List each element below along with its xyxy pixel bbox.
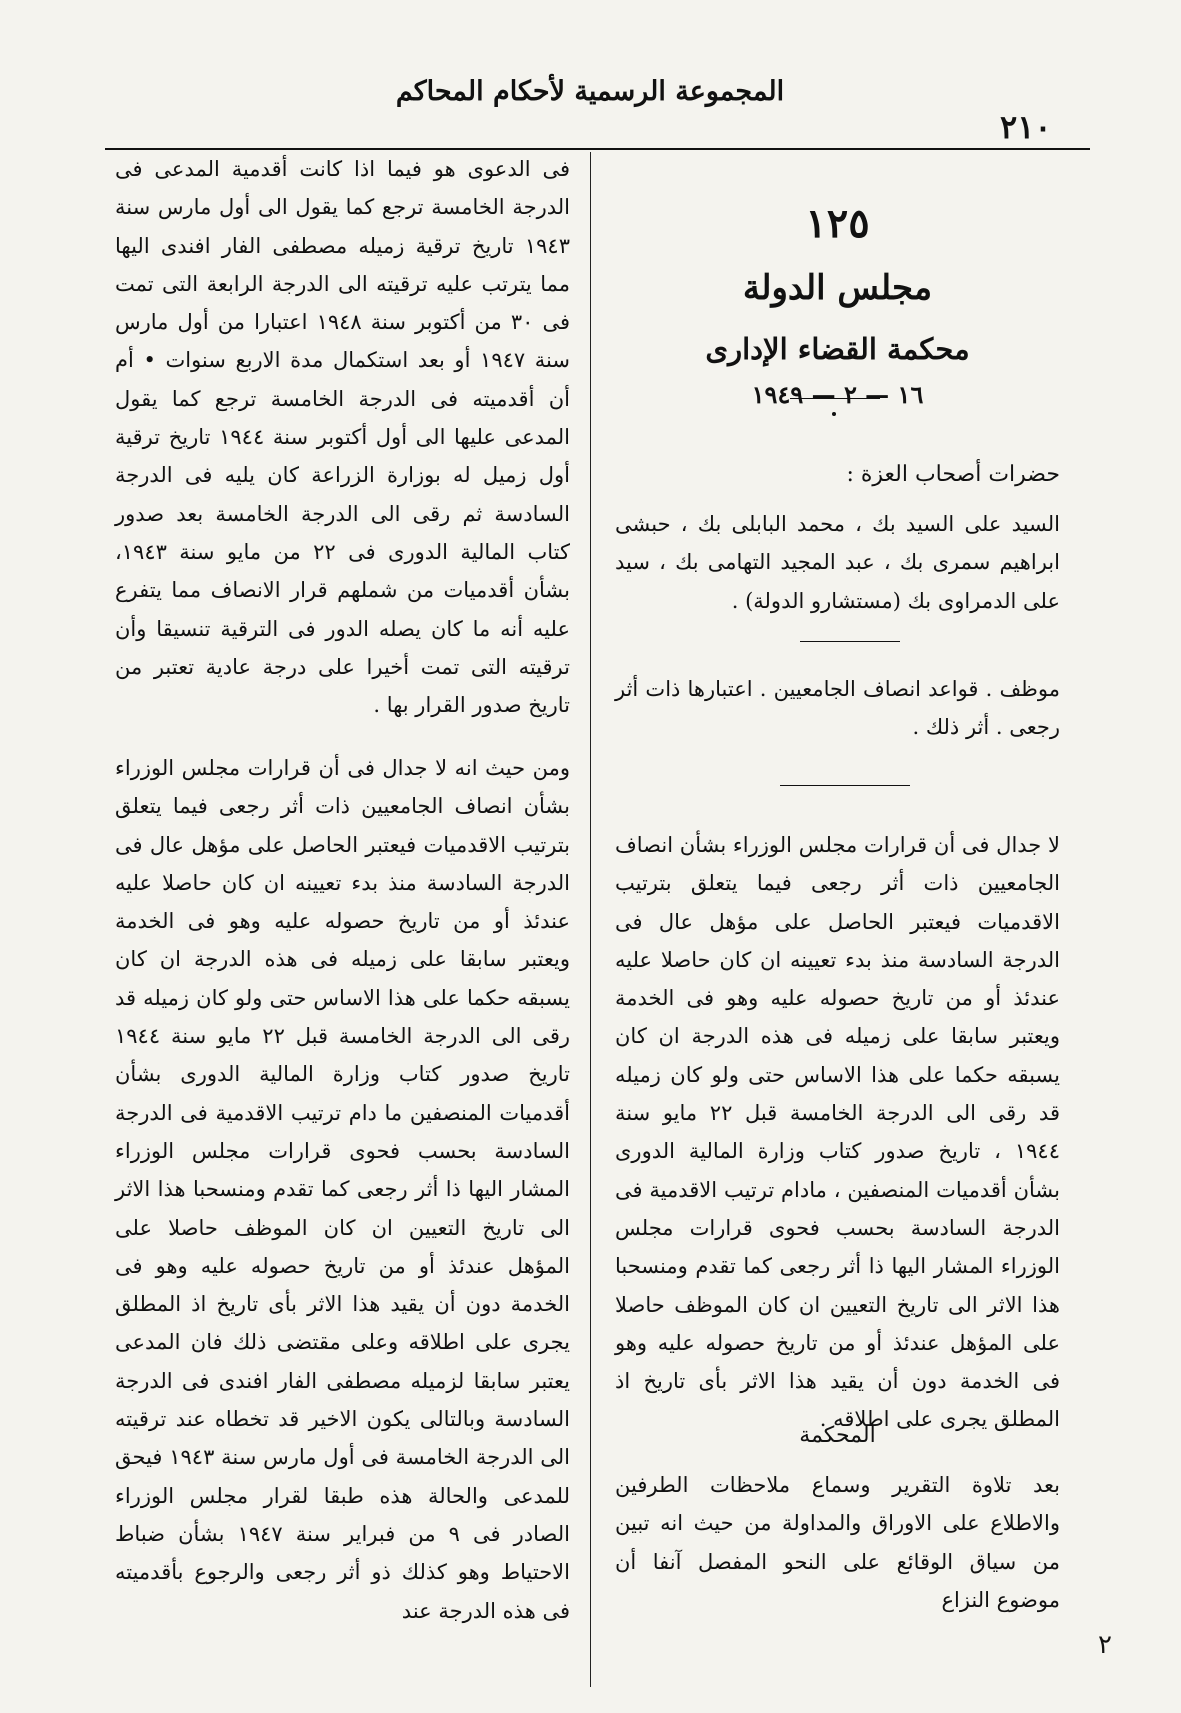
legal-principle-text: لا جدال فى أن قرارات مجلس الوزراء بشأن انصاف الجامعيين ذات أثر رجعى فيما يتعلق بترتيب الاقدميات فيعتبر الحاصل على مؤهل عال فى الدرجة السادسة منذ بدء تعيينه ان كان حاصلا عليه عندئذ أو من تاريخ حصوله عليه وهو فى الخدمة ويعتبر سابقا على زميله فى هذه الدرجة ان كان يسبقه حكما على هذا الاساس حتى ولو كان زميله قد رقى الى الدرجة الخامسة قبل ٢٢ مايو سنة ١٩٤٤ ، تاريخ صدور كتاب وزارة المالية الدورى بشأن أقدميات المنصفين ، مادام ترتيب الاقدمية فى الدرجة السادسة بحسب فحوى قرارات مجلس الوزراء المشار اليها ذا أثر رجعى كما تقدم ومنسحبا هذا الاثر الى تاريخ التعيين ان كان الموظف حاصلا على المؤهل عندئذ أو من تاريخ حصوله عليه وهو فى الخدمة دون أن يقيد هذا الاثر بأى تاريخ اذ المطلق يجرى على اطلاقه . bbox=[615, 833, 1060, 1432]
ruling-number: ١٢٥ bbox=[805, 200, 870, 247]
date-underline bbox=[790, 398, 880, 399]
legal-principle bbox=[615, 826, 1060, 1439]
left-column-paragraph-1 bbox=[115, 150, 570, 724]
page-number: ٢١٠ bbox=[1000, 108, 1052, 146]
left-column-paragraph-2 bbox=[115, 749, 570, 1630]
court-reasoning bbox=[615, 1466, 1060, 1619]
section-rule bbox=[780, 785, 910, 786]
justices-heading: حضرات أصحاب العزة : bbox=[846, 462, 1060, 487]
court-reasoning-text: بعد تلاوة التقرير وسماع ملاحظات الطرفين والاطلاع على الاوراق والمداولة من حيث انه تبين من سياق الوقائع على النحو المفصل آنفا أن موضوع النزاع bbox=[615, 1473, 1060, 1612]
paragraph-text: ومن حيث انه لا جدال فى أن قرارات مجلس الوزراء بشأن انصاف الجامعيين ذات أثر رجعى فيما يتعلق بترتيب الاقدميات فيعتبر الحاصل على مؤهل عال فى الدرجة السادسة منذ بدء تعيينه ان كان حاصلا عليه عندئذ أو من تاريخ حصوله عليه وهو فى الخدمة ويعتبر سابقا على زميله فى هذه الدرجة ان كان يسبقه حكما على هذا الاساس حتى ولو كان زميله قد رقى الى الدرجة الخامسة قبل ٢٢ مايو سنة ١٩٤٤ تاريخ صدور كتاب وزارة المالية الدورى بشأن أقدميات المنصفين ما دام ترتيب الاقدمية فى الدرجة السادسة بحسب فحوى قرارات مجلس الوزراء المشار اليها ذا أثر رجعى كما تقدم ومنسحبا هذا الاثر الى تاريخ التعيين ان كان الموظف حاصلا على المؤهل عندئذ أو من تاريخ حصوله عليه وهو فى الخدمة دون أن يقيد هذا الاثر بأى تاريخ اذ المطلق يجرى على اطلاقه وعلى مقتضى ذلك فان المدعى يعتبر سابقا لزميله مصطفى الفار افندى فى الدرجة السادسة وبالتالى يكون الاخير قد تخطاه عند ترقيته الى الدرجة الخامسة فى أول مارس سنة ١٩٤٣ فيحق للمدعى والحالة هذه طبقا لقرار مجلس الوزراء الصادر فى ٩ من فبراير سنة ١٩٤٧ بشأن ضباط الاحتياط وهو كذلك ذو أثر رجعى والرجوع بأقدميته فى هذه الدرجة عند bbox=[115, 756, 571, 1623]
ornament-dot bbox=[832, 412, 836, 416]
handwritten-margin-note: ٢ bbox=[1098, 1630, 1112, 1660]
column-divider bbox=[590, 152, 591, 1687]
court-section-heading: المحكمة bbox=[799, 1423, 876, 1448]
justices-names-text: السيد على السيد بك ، محمد البابلى بك ، حبشى ابراهيم سمرى بك ، عبد المجيد التهامى بك ، سيد على الدمراوى بك (مستشارو الدولة) . bbox=[615, 512, 1060, 613]
court-name: محكمة القضاء الإدارى bbox=[705, 332, 970, 366]
publication-title: المجموعة الرسمية لأحكام المحاكم bbox=[395, 76, 785, 107]
keywords-text: موظف . قواعد انصاف الجامعيين . اعتبارها ذات أثر رجعى . أثر ذلك . bbox=[615, 677, 1060, 740]
keywords bbox=[615, 670, 1060, 747]
justices-names bbox=[615, 505, 1060, 620]
council-name: مجلس الدولة bbox=[742, 268, 933, 308]
ruling-date: ١٦ — ٢ — ١٩٤٩ bbox=[751, 380, 924, 409]
section-rule bbox=[800, 641, 900, 642]
paragraph-text: فى الدعوى هو فيما اذا كانت أقدمية المدعى فى الدرجة الخامسة ترجع كما يقول الى أول مارس سنة ١٩٤٣ تاريخ ترقية زميله مصطفى الفار افندى اليها مما يترتب عليه ترقيته الى الدرجة الرابعة التى تمت فى ٣٠ من أكتوبر سنة ١٩٤٨ اعتبارا من أول مارس سنة ١٩٤٧ أو بعد استكمال مدة الاربع سنوات • أم أن أقدميته فى الدرجة الخامسة ترجع كما يقول المدعى عليها الى أول أكتوبر سنة ١٩٤٤ تاريخ ترقية أول زميل له بوزارة الزراعة كان يليه فى الدرجة السادسة ثم رقى الى الدرجة الخامسة بعد صدور كتاب المالية الدورى فى ٢٢ من مايو سنة ١٩٤٣، بشأن أقدميات من شملهم قرار الانصاف مما يتفرع عليه أنه ما كان يصله الدور فى الترقية تنسيقا وأن ترقيته التى تمت أخيرا على درجة عادية تعتبر من تاريخ صدور القرار بها . bbox=[115, 157, 570, 718]
